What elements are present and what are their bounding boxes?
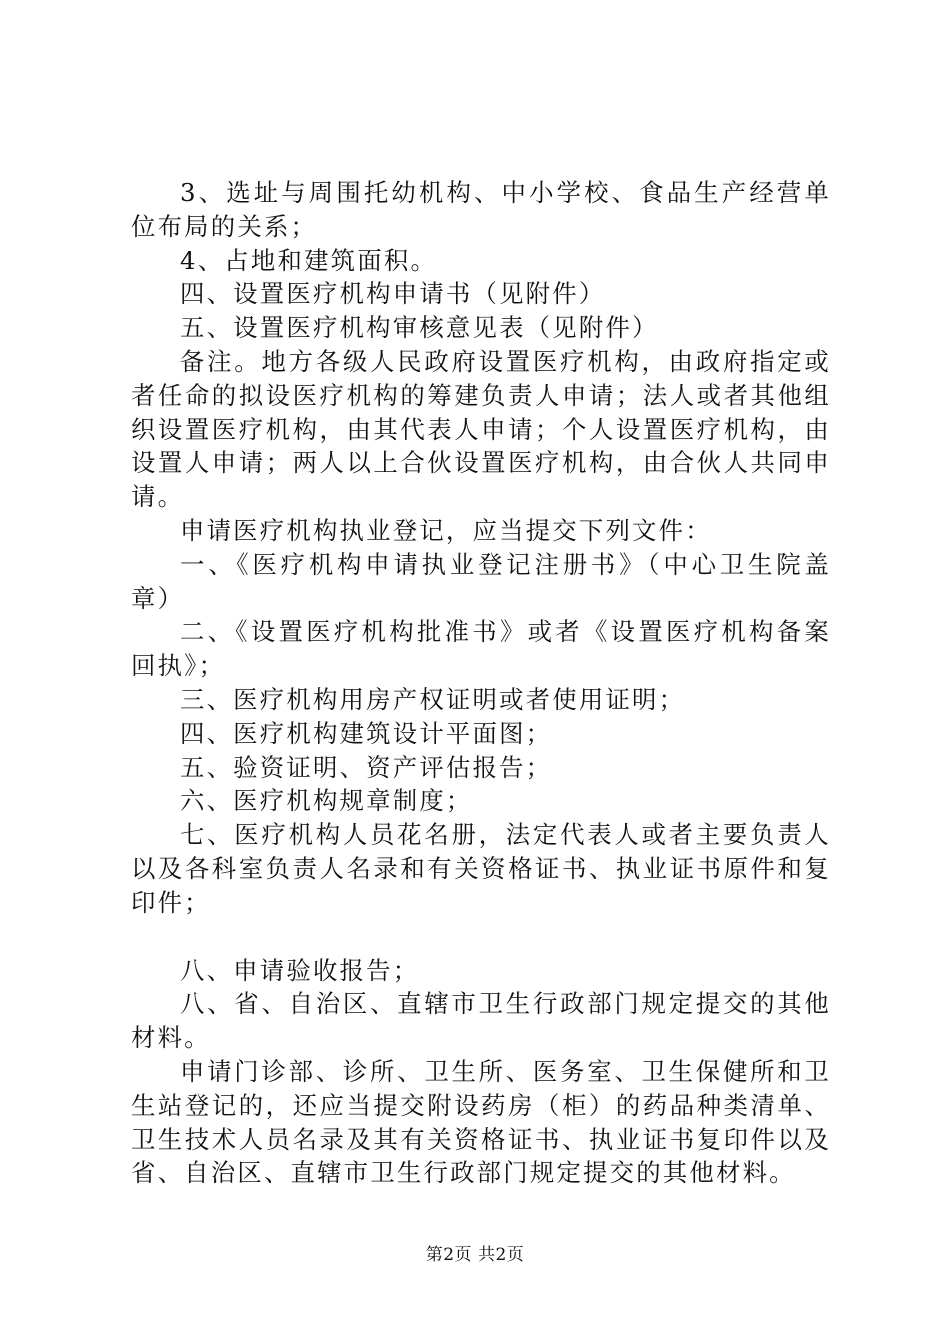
paragraph-site-selection: 3、选址与周围托幼机构、中小学校、食品生产经营单位布局的关系； xyxy=(131,178,831,241)
paragraph-floor-area: 4、占地和建筑面积。 xyxy=(180,245,438,275)
paragraph-item-1: 一、《医疗机构申请执业登记注册书》（中心卫生院盖章） xyxy=(131,549,831,613)
paragraph-review-form: 五、设置医疗机构审核意见表（见附件） xyxy=(180,313,659,343)
paragraph-clinic-registration: 申请门诊部、诊所、卫生所、医务室、卫生保健所和卫生站登记的，还应当提交附设药房（柜）的药品种类清单、卫生技术人员名录及其有关资格证书、执业证书复印件以及省、自治区、直辖市卫生行政部门规定提交的其他材料。 xyxy=(131,1056,831,1188)
paragraph-item-8: 八、申请验收报告； xyxy=(180,955,420,985)
paragraph-spacer xyxy=(131,920,831,954)
paragraph-item-6: 六、医疗机构规章制度； xyxy=(180,786,473,816)
paragraph-remarks: 备注。地方各级人民政府设置医疗机构，由政府指定或者任命的拟设医疗机构的筹建负责人申请；法人或者其他组织设置医疗机构，由其代表人申请；个人设置医疗机构，由设置人申请；两人以上合伙设置医疗机构，由合伙人共同申请。 xyxy=(131,346,831,512)
paragraph-item-3: 三、医疗机构用房产权证明或者使用证明； xyxy=(180,684,686,714)
paragraph-registration-intro: 申请医疗机构执业登记，应当提交下列文件： xyxy=(180,515,712,545)
paragraph-item-2: 二、《设置医疗机构批准书》或者《设置医疗机构备案回执》； xyxy=(131,617,831,681)
document-body xyxy=(131,176,831,1190)
paragraph-item-8-other-materials: 八、省、自治区、直辖市卫生行政部门规定提交的其他材料。 xyxy=(131,989,831,1053)
paragraph-item-7: 七、医疗机构人员花名册，法定代表人或者主要负责人以及各科室负责人名录和有关资格证书、执业证书原件和复印件； xyxy=(131,820,831,917)
page-number-footer: 第2页 共2页 xyxy=(425,1245,525,1265)
paragraph-item-4: 四、医疗机构建筑设计平面图； xyxy=(180,718,553,748)
paragraph-application-form: 四、设置医疗机构申请书（见附件） xyxy=(180,279,606,309)
paragraph-item-5: 五、验资证明、资产评估报告； xyxy=(180,752,553,782)
